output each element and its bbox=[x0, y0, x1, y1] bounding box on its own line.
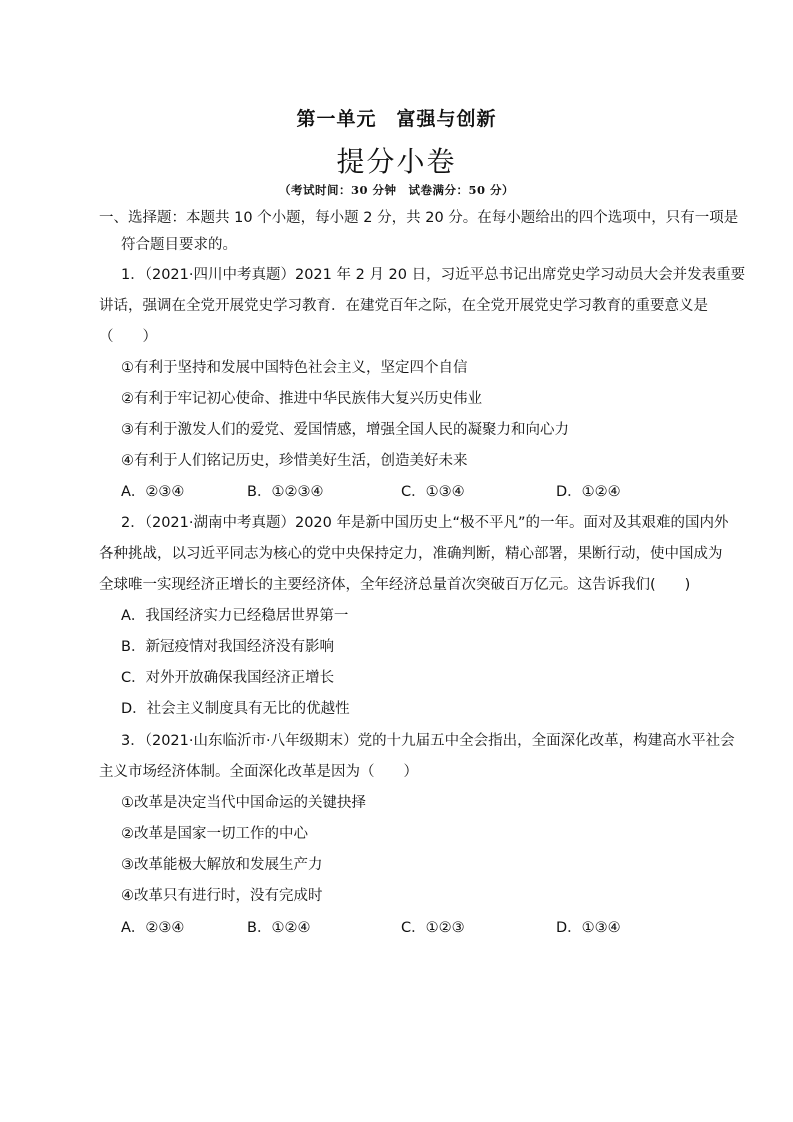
q3-option-a: A．②③④ bbox=[121, 920, 185, 936]
q2-stem-line2: 各种挑战，以习近平同志为核心的党中央保持定力，准确判断，精心部署，果断行动，使中国成为 bbox=[99, 546, 723, 562]
q1-option-d: D．①②④ bbox=[556, 484, 621, 500]
section-heading-line1: 一、选择题：本题共 10 个小题，每小题 2 分，共 20 分。在每小题给出的四个选项中，只有一项是 bbox=[99, 210, 739, 226]
q1-option-b: B．①②③④ bbox=[247, 484, 324, 500]
q3-statement-3: ③改革能极大解放和发展生产力 bbox=[121, 857, 323, 873]
q1-statement-4: ④有利于人们铭记历史，珍惜美好生活，创造美好未来 bbox=[121, 453, 468, 469]
q2-stem-line3: 全球唯一实现经济正增长的主要经济体，全年经济总量首次突破百万亿元。这告诉我们( ) bbox=[99, 577, 691, 593]
section-heading-line2: 符合题目要求的。 bbox=[121, 237, 237, 253]
q3-stem-line1: 3．（2021·山东临沂市·八年级期末）党的十九届五中全会指出，全面深化改革，构建高水平社会 bbox=[121, 733, 735, 749]
q1-option-a: A．②③④ bbox=[121, 484, 185, 500]
q1-stem-line2: 讲话，强调在全党开展党史学习教育．在建党百年之际，在全党开展党史学习教育的重要意义是 bbox=[99, 298, 708, 314]
q1-stem-line3: （ ） bbox=[99, 329, 157, 345]
q3-statement-4: ④改革只有进行时，没有完成时 bbox=[121, 888, 323, 904]
q2-stem-line1: 2．（2021·湖南中考真题）2020 年是新中国历史上“极不平凡”的一年。面对及其艰难的国内外 bbox=[121, 515, 729, 531]
paper-subtitle: 提分小卷 bbox=[336, 145, 457, 178]
q2-option-b: B．新冠疫情对我国经济没有影响 bbox=[121, 639, 334, 655]
q2-option-c: C．对外开放确保我国经济正增长 bbox=[121, 670, 335, 686]
q1-option-c: C．①③④ bbox=[401, 484, 465, 500]
q3-option-b: B．①②④ bbox=[247, 920, 311, 936]
q1-statement-2: ②有利于牢记初心使命、推进中华民族伟大复兴历史伟业 bbox=[121, 391, 482, 407]
q3-stem-line2: 主义市场经济体制。全面深化改革是因为（ ） bbox=[99, 764, 418, 780]
exam-info: （考试时间：30 分钟 试卷满分：50 分） bbox=[278, 183, 514, 197]
q3-option-d: D．①③④ bbox=[556, 920, 621, 936]
q1-statement-1: ①有利于坚持和发展中国特色社会主义，坚定四个自信 bbox=[121, 360, 468, 376]
unit-title: 第一单元 富强与创新 bbox=[296, 108, 497, 130]
q3-statement-1: ①改革是决定当代中国命运的关键抉择 bbox=[121, 795, 366, 811]
q3-option-c: C．①②③ bbox=[401, 920, 465, 936]
q1-statement-3: ③有利于激发人们的爱党、爱国情感，增强全国人民的凝聚力和向心力 bbox=[121, 422, 569, 438]
q2-option-d: D．社会主义制度具有无比的优越性 bbox=[121, 701, 350, 717]
q1-stem-line1: 1．（2021·四川中考真题）2021 年 2 月 20 日，习近平总书记出席党史学习动员大会并发表重要 bbox=[121, 267, 746, 283]
q2-option-a: A．我国经济实力已经稳居世界第一 bbox=[121, 608, 349, 624]
q3-statement-2: ②改革是国家一切工作的中心 bbox=[121, 826, 308, 842]
